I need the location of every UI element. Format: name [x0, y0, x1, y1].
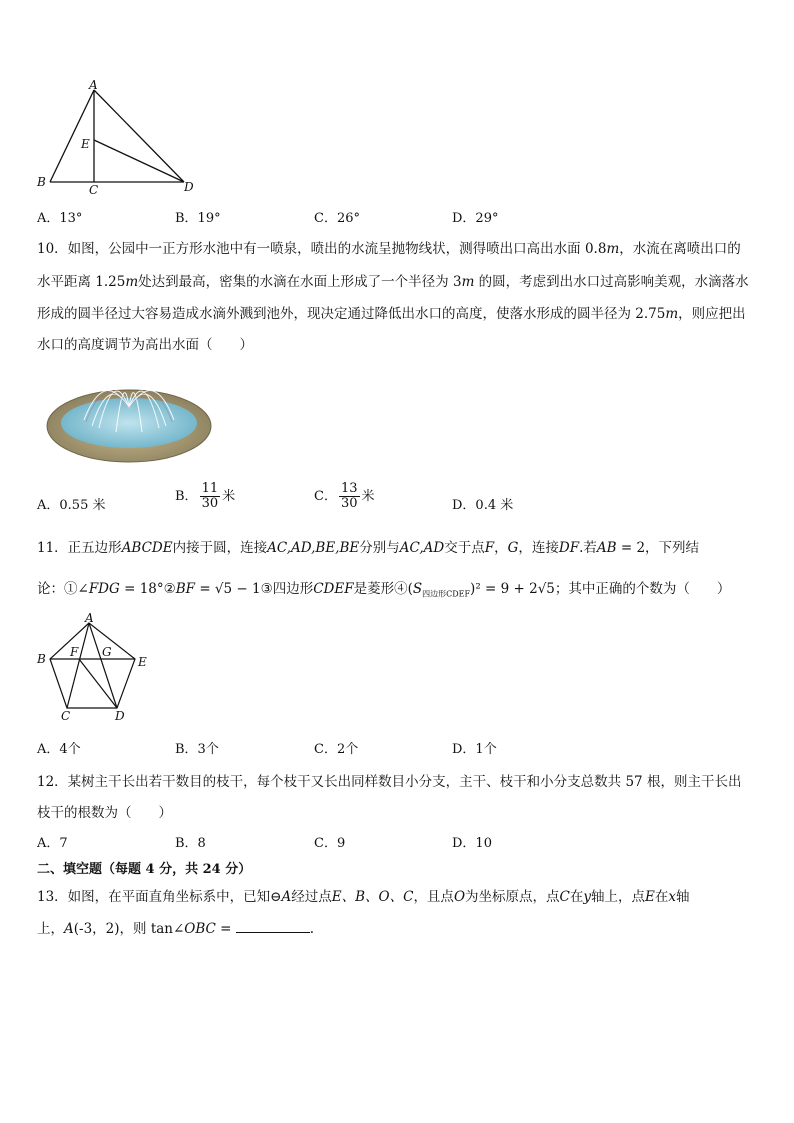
q12-option-a: A．7	[37, 836, 68, 851]
fraction-11-30: $\frac{11}{30}$	[201, 481, 219, 511]
segment-df	[79, 659, 117, 708]
q10-line-3: 形成的圆半径过大容易造成水滴外溅到池外，现决定通过降低出水口的高度，使落水形成的圆半径为 2.75m，则应把出	[37, 306, 746, 322]
q10-option-d: D．0.4 米	[452, 498, 514, 513]
q11-option-d: D．1个	[452, 742, 497, 757]
q12-option-d: D．10	[452, 836, 492, 851]
fraction-13-30: $\frac{13}{30}$	[340, 481, 358, 511]
q9-option-c: C．26°	[314, 211, 360, 226]
label-a: A	[85, 612, 94, 625]
segment-ed	[94, 140, 184, 182]
q12-option-b: B．8	[175, 836, 206, 851]
q12-line-1: 12．某树主干长出若干数目的枝干，每个枝干又长出同样数目小分支，主干、枝干和小分支总数共 57 根，则主干长出	[37, 774, 742, 790]
q9-option-a: A．13°	[37, 211, 83, 226]
q10-option-a: A．0.55 米	[37, 498, 106, 513]
q11-option-c: C．2个	[314, 742, 359, 757]
q10-line-2: 水平距离 1.25m处达到最高，密集的水滴在水面上形成了一个半径为 3m 的圆，考虑到出水口过高影响美观，水滴落水	[37, 274, 749, 290]
pentagon-abcde	[50, 623, 135, 708]
q11-option-b: B．3个	[175, 742, 219, 757]
label-d: D	[115, 709, 125, 723]
label-e: E	[81, 137, 90, 151]
q10-option-c: C． $\frac{13}{30}$ 米	[314, 481, 375, 511]
label-b: B	[37, 652, 46, 666]
q10-line-1: 10．如图，公园中一正方形水池中有一喷泉，喷出的水流呈抛物线状，测得喷出口高出水面 0.8m，水流在离喷出口的	[37, 241, 741, 257]
q13-line-1: 13．如图，在平面直角坐标系中，已知⊖A经过点E、B、O、C，且点O为坐标原点，点C在y轴上，点E在x轴	[37, 889, 690, 905]
triangle-figure-q9	[32, 78, 202, 196]
label-f: F	[70, 645, 79, 659]
q10-line-4: 水口的高度调节为高出水面（ ）	[37, 337, 253, 353]
q11-line-2: 论：①∠FDG = 18°②BF = √5 − 1③四边形CDEF是菱形$④(S_{四边形CDEF})^2 = 9 + 2√5$；其中正确的个数为（ ）	[37, 581, 731, 599]
q10-option-b: B． $\frac{11}{30}$ 米	[175, 481, 236, 511]
q9-option-d: D．29°	[452, 211, 499, 226]
fountain-illustration	[44, 368, 214, 466]
pentagon-figure-q11	[32, 612, 162, 724]
label-d: D	[184, 180, 194, 194]
label-a: A	[89, 78, 98, 92]
segment-ad	[94, 90, 184, 182]
segment-ab	[50, 90, 94, 182]
q11-option-a: A．4个	[37, 742, 81, 757]
label-c: C	[89, 183, 99, 196]
label-c: C	[61, 709, 71, 723]
label-g: G	[102, 645, 112, 659]
diagonal-ad	[89, 623, 117, 708]
answer-blank[interactable]	[236, 920, 310, 933]
section-heading-fill-in: 二、填空题（每题 4 分，共 24 分）	[37, 862, 252, 877]
q13-line-2: 上，A(-3，2)，则 tan∠OBC = .	[37, 921, 315, 937]
label-b: B	[37, 175, 46, 189]
q9-option-b: B．19°	[175, 211, 221, 226]
diagonal-ac	[67, 623, 89, 708]
q11-line-1: 11．正五边形ABCDE内接于圆，连接AC,AD,BE,BE分别与AC,AD交于点F，G，连接DF.若AB = 2，下列结	[37, 540, 700, 556]
q12-option-c: C．9	[314, 836, 346, 851]
label-e: E	[138, 655, 147, 669]
q12-line-2: 枝干的根数为（ ）	[37, 805, 172, 821]
